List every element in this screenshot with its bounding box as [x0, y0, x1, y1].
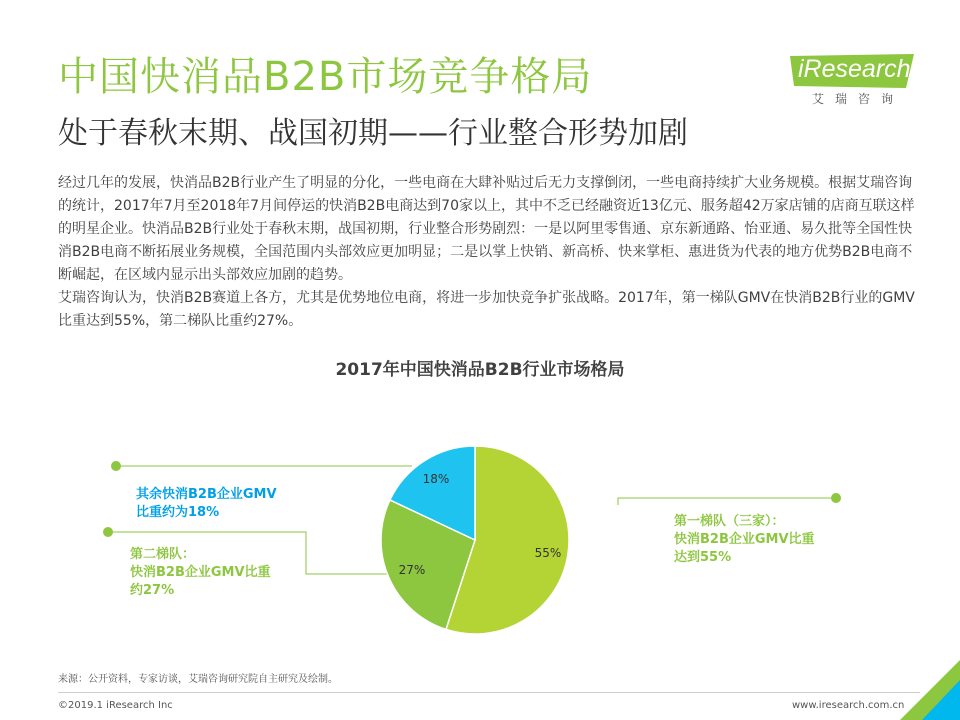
- annotation-rest: [136, 486, 277, 522]
- slice-label-tier1: 55%: [534, 546, 562, 560]
- annotation-tier1-line: 快消B2B企业GMV比重: [674, 532, 815, 547]
- page-subtitle: 处于春秋末期、战国初期——行业整合形势加剧: [58, 116, 688, 151]
- footer-website[interactable]: www.iresearch.com.cn: [792, 700, 905, 711]
- corner-decoration-icon: [900, 660, 960, 720]
- annotation-tier2: [130, 546, 271, 600]
- leader-dot-tier1: [831, 493, 841, 503]
- annotation-tier1: [674, 513, 815, 567]
- footer-copyright: ©2019.1 iResearch Inc: [58, 700, 173, 711]
- slice-label-tier2: 27%: [398, 563, 426, 577]
- annotation-tier2-line: 第二梯队：: [130, 547, 196, 562]
- body-paragraph-2: 艾瑞咨询认为，快消B2B赛道上各方，尤其是优势地位电商，将进一步加快竞争扩张战略。2017年，第一梯队GMV在快消B2B行业的GMV比重达到55%，第二梯队比重约27%。: [58, 290, 915, 329]
- source-note: 来源：公开资料，专家访谈，艾瑞咨询研究院自主研究及绘制。: [58, 674, 338, 685]
- annotation-tier2-line: 约27%: [130, 583, 175, 598]
- annotation-tier1-line: 第一梯队（三家）：: [674, 514, 785, 529]
- body-paragraph-1: 经过几年的发展，快消品B2B行业产生了明显的分化，一些电商在大肆补贴过后无力支撑倒闭，一些电商持续扩大业务规模。根据艾瑞咨询的统计，2017年7月至2018年7月间停运的快消B2B电商达到70家以上，其中不乏已经融资近13亿元、服务超42万家店铺的店商互联这样的明星企业。快消品B2B行业处于春秋末期，战国初期，行业整合形势剧烈：一是以阿里零售通、京东新通路、怡亚通、易久批等全国性快消B2B电商不断拓展业务规模，全国范围内头部效应更加明显；二是以掌上快销、新高桥、快来掌柜、惠进货为代表的地方优势B2B电商不断崛起，在区域内显示出头部效应加剧的趋势。: [58, 175, 915, 283]
- chart-title: 2017年中国快消品B2B行业市场格局: [335, 360, 625, 380]
- leader-dot-tier2: [103, 527, 113, 537]
- logo-brand-cn: 艾瑞咨询: [812, 92, 905, 106]
- slice-label-rest: 18%: [422, 472, 450, 486]
- footer-divider: [58, 692, 920, 693]
- page-title: 中国快消品B2B市场竞争格局: [58, 54, 593, 100]
- leader-dot-rest: [111, 461, 121, 471]
- annotation-tier1-line: 达到55%: [674, 550, 732, 565]
- annotation-tier2-line: 快消B2B企业GMV比重: [130, 565, 271, 580]
- logo-brand: iResearch: [798, 55, 911, 83]
- annotation-rest-line: 其余快消B2B企业GMV: [136, 487, 277, 502]
- annotation-rest-line: 比重约为18%: [136, 505, 220, 520]
- leader-line-tier1: [618, 498, 836, 505]
